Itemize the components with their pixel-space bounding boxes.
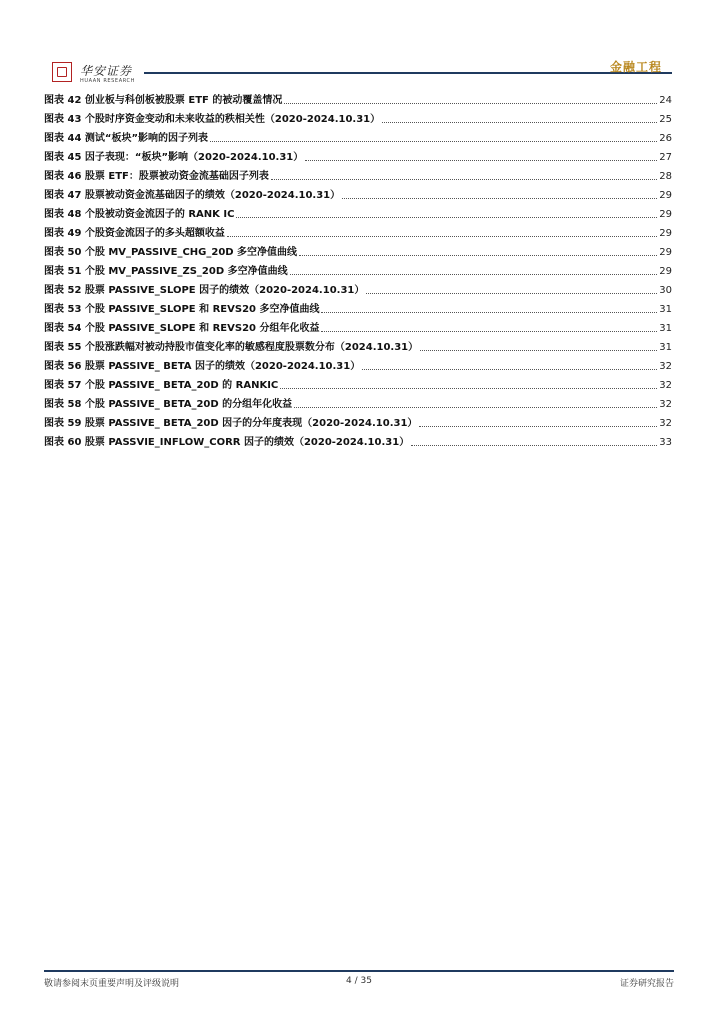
toc-entry-page[interactable]: 31 <box>659 342 672 353</box>
toc-dot-leader <box>294 407 657 408</box>
toc-entry[interactable] <box>44 107 672 126</box>
toc-entry-title[interactable]: 图表 49 个股资金流因子的多头超额收益 <box>44 228 225 239</box>
header-divider <box>144 72 672 74</box>
toc-entry-page[interactable]: 32 <box>659 418 672 429</box>
toc-dot-leader <box>366 293 657 294</box>
toc-entry-title[interactable]: 图表 46 股票 ETF：股票被动资金流基础因子列表 <box>44 171 269 182</box>
table-of-contents <box>44 88 672 449</box>
toc-dot-leader <box>305 160 657 161</box>
toc-entry-page[interactable]: 26 <box>659 133 672 144</box>
brand-subtitle: HUAAN RESEARCH <box>80 78 135 84</box>
toc-entry[interactable] <box>44 354 672 373</box>
toc-dot-leader <box>290 274 658 275</box>
toc-dot-leader <box>210 141 657 142</box>
huaan-logo-icon <box>52 62 72 82</box>
toc-entry[interactable] <box>44 240 672 259</box>
toc-dot-leader <box>227 236 657 237</box>
toc-entry-page[interactable]: 24 <box>659 95 672 106</box>
toc-entry-title[interactable]: 图表 47 股票被动资金流基础因子的绩效（2020-2024.10.31） <box>44 190 341 201</box>
toc-entry-page[interactable]: 27 <box>659 152 672 163</box>
toc-entry[interactable] <box>44 183 672 202</box>
toc-entry-page[interactable]: 29 <box>659 266 672 277</box>
toc-entry-title[interactable]: 图表 44 测试“板块”影响的因子列表 <box>44 133 209 144</box>
toc-entry-page[interactable]: 25 <box>659 114 672 125</box>
brand-name: 华安证券 <box>80 64 133 78</box>
toc-dot-leader <box>284 103 657 104</box>
toc-dot-leader <box>420 350 657 351</box>
section-label: 金融工程 <box>609 60 662 74</box>
toc-entry-title[interactable]: 图表 54 个股 PASSIVE_SLOPE 和 REVS20 分组年化收益 <box>44 323 320 334</box>
footer-brand: 证券研究报告 <box>619 979 674 989</box>
toc-entry[interactable] <box>44 259 672 278</box>
toc-dot-leader <box>271 179 657 180</box>
toc-entry[interactable] <box>44 430 672 449</box>
toc-entry[interactable] <box>44 202 672 221</box>
toc-entry[interactable] <box>44 278 672 297</box>
toc-entry-page[interactable]: 29 <box>659 247 672 258</box>
toc-entry-page[interactable]: 31 <box>659 304 672 315</box>
toc-entry-page[interactable]: 29 <box>659 228 672 239</box>
toc-entry-title[interactable]: 图表 53 个股 PASSIVE_SLOPE 和 REVS20 多空净值曲线 <box>44 304 320 315</box>
toc-entry-page[interactable]: 29 <box>659 209 672 220</box>
toc-entry[interactable] <box>44 297 672 316</box>
toc-entry-page[interactable]: 32 <box>659 399 672 410</box>
toc-entry-page[interactable]: 31 <box>659 323 672 334</box>
toc-entry[interactable] <box>44 88 672 107</box>
toc-entry[interactable] <box>44 373 672 392</box>
toc-entry-title[interactable]: 图表 60 股票 PASSVIE_INFLOW_CORR 因子的绩效（2020-2024.10.31） <box>44 437 410 448</box>
toc-dot-leader <box>362 369 657 370</box>
toc-dot-leader <box>411 445 657 446</box>
page-number: 4 / 35 <box>346 976 372 986</box>
toc-entry-title[interactable]: 图表 43 个股时序资金变动和未来收益的秩相关性（2020-2024.10.31） <box>44 114 381 125</box>
footer-divider <box>44 970 674 972</box>
toc-dot-leader <box>321 331 657 332</box>
toc-entry-title[interactable]: 图表 51 个股 MV_PASSIVE_ZS_20D 多空净值曲线 <box>44 266 288 277</box>
toc-entry[interactable] <box>44 145 672 164</box>
toc-entry[interactable] <box>44 411 672 430</box>
toc-dot-leader <box>236 217 657 218</box>
toc-entry-title[interactable]: 图表 52 股票 PASSIVE_SLOPE 因子的绩效（2020-2024.10.31） <box>44 285 365 296</box>
toc-entry-title[interactable]: 图表 50 个股 MV_PASSIVE_CHG_20D 多空净值曲线 <box>44 247 298 258</box>
toc-dot-leader <box>382 122 657 123</box>
page-footer <box>44 976 674 990</box>
toc-entry[interactable] <box>44 316 672 335</box>
toc-entry-title[interactable]: 图表 55 个股涨跌幅对被动持股市值变化率的敏感程度股票数分布（2024.10.31） <box>44 342 419 353</box>
toc-entry-title[interactable]: 图表 56 股票 PASSIVE_ BETA 因子的绩效（2020-2024.10.31） <box>44 361 361 372</box>
toc-entry[interactable] <box>44 221 672 240</box>
toc-entry-title[interactable]: 图表 48 个股被动资金流因子的 RANK IC <box>44 209 235 220</box>
toc-dot-leader <box>342 198 657 199</box>
footer-disclaimer: 敬请参阅末页重要声明及评级说明 <box>44 979 180 989</box>
toc-entry-page[interactable]: 30 <box>659 285 672 296</box>
toc-dot-leader <box>299 255 657 256</box>
toc-entry-title[interactable]: 图表 57 个股 PASSIVE_ BETA_20D 的 RANKIC <box>44 380 279 391</box>
toc-dot-leader <box>419 426 657 427</box>
page-header <box>44 56 674 86</box>
toc-entry-title[interactable]: 图表 58 个股 PASSIVE_ BETA_20D 的分组年化收益 <box>44 399 293 410</box>
toc-entry-page[interactable]: 32 <box>659 380 672 391</box>
toc-entry[interactable] <box>44 335 672 354</box>
toc-entry[interactable] <box>44 164 672 183</box>
toc-entry[interactable] <box>44 126 672 145</box>
toc-entry-title[interactable]: 图表 42 创业板与科创板被股票 ETF 的被动覆盖情况 <box>44 95 283 106</box>
toc-entry-page[interactable]: 29 <box>659 190 672 201</box>
toc-entry-title[interactable]: 图表 59 股票 PASSIVE_ BETA_20D 因子的分年度表现（2020-2024.10.31） <box>44 418 418 429</box>
toc-entry[interactable] <box>44 392 672 411</box>
toc-dot-leader <box>321 312 657 313</box>
toc-entry-title[interactable]: 图表 45 因子表现：“板块”影响（2020-2024.10.31） <box>44 152 304 163</box>
toc-entry-page[interactable]: 33 <box>659 437 672 448</box>
toc-dot-leader <box>280 388 657 389</box>
toc-entry-page[interactable]: 32 <box>659 361 672 372</box>
toc-entry-page[interactable]: 28 <box>659 171 672 182</box>
